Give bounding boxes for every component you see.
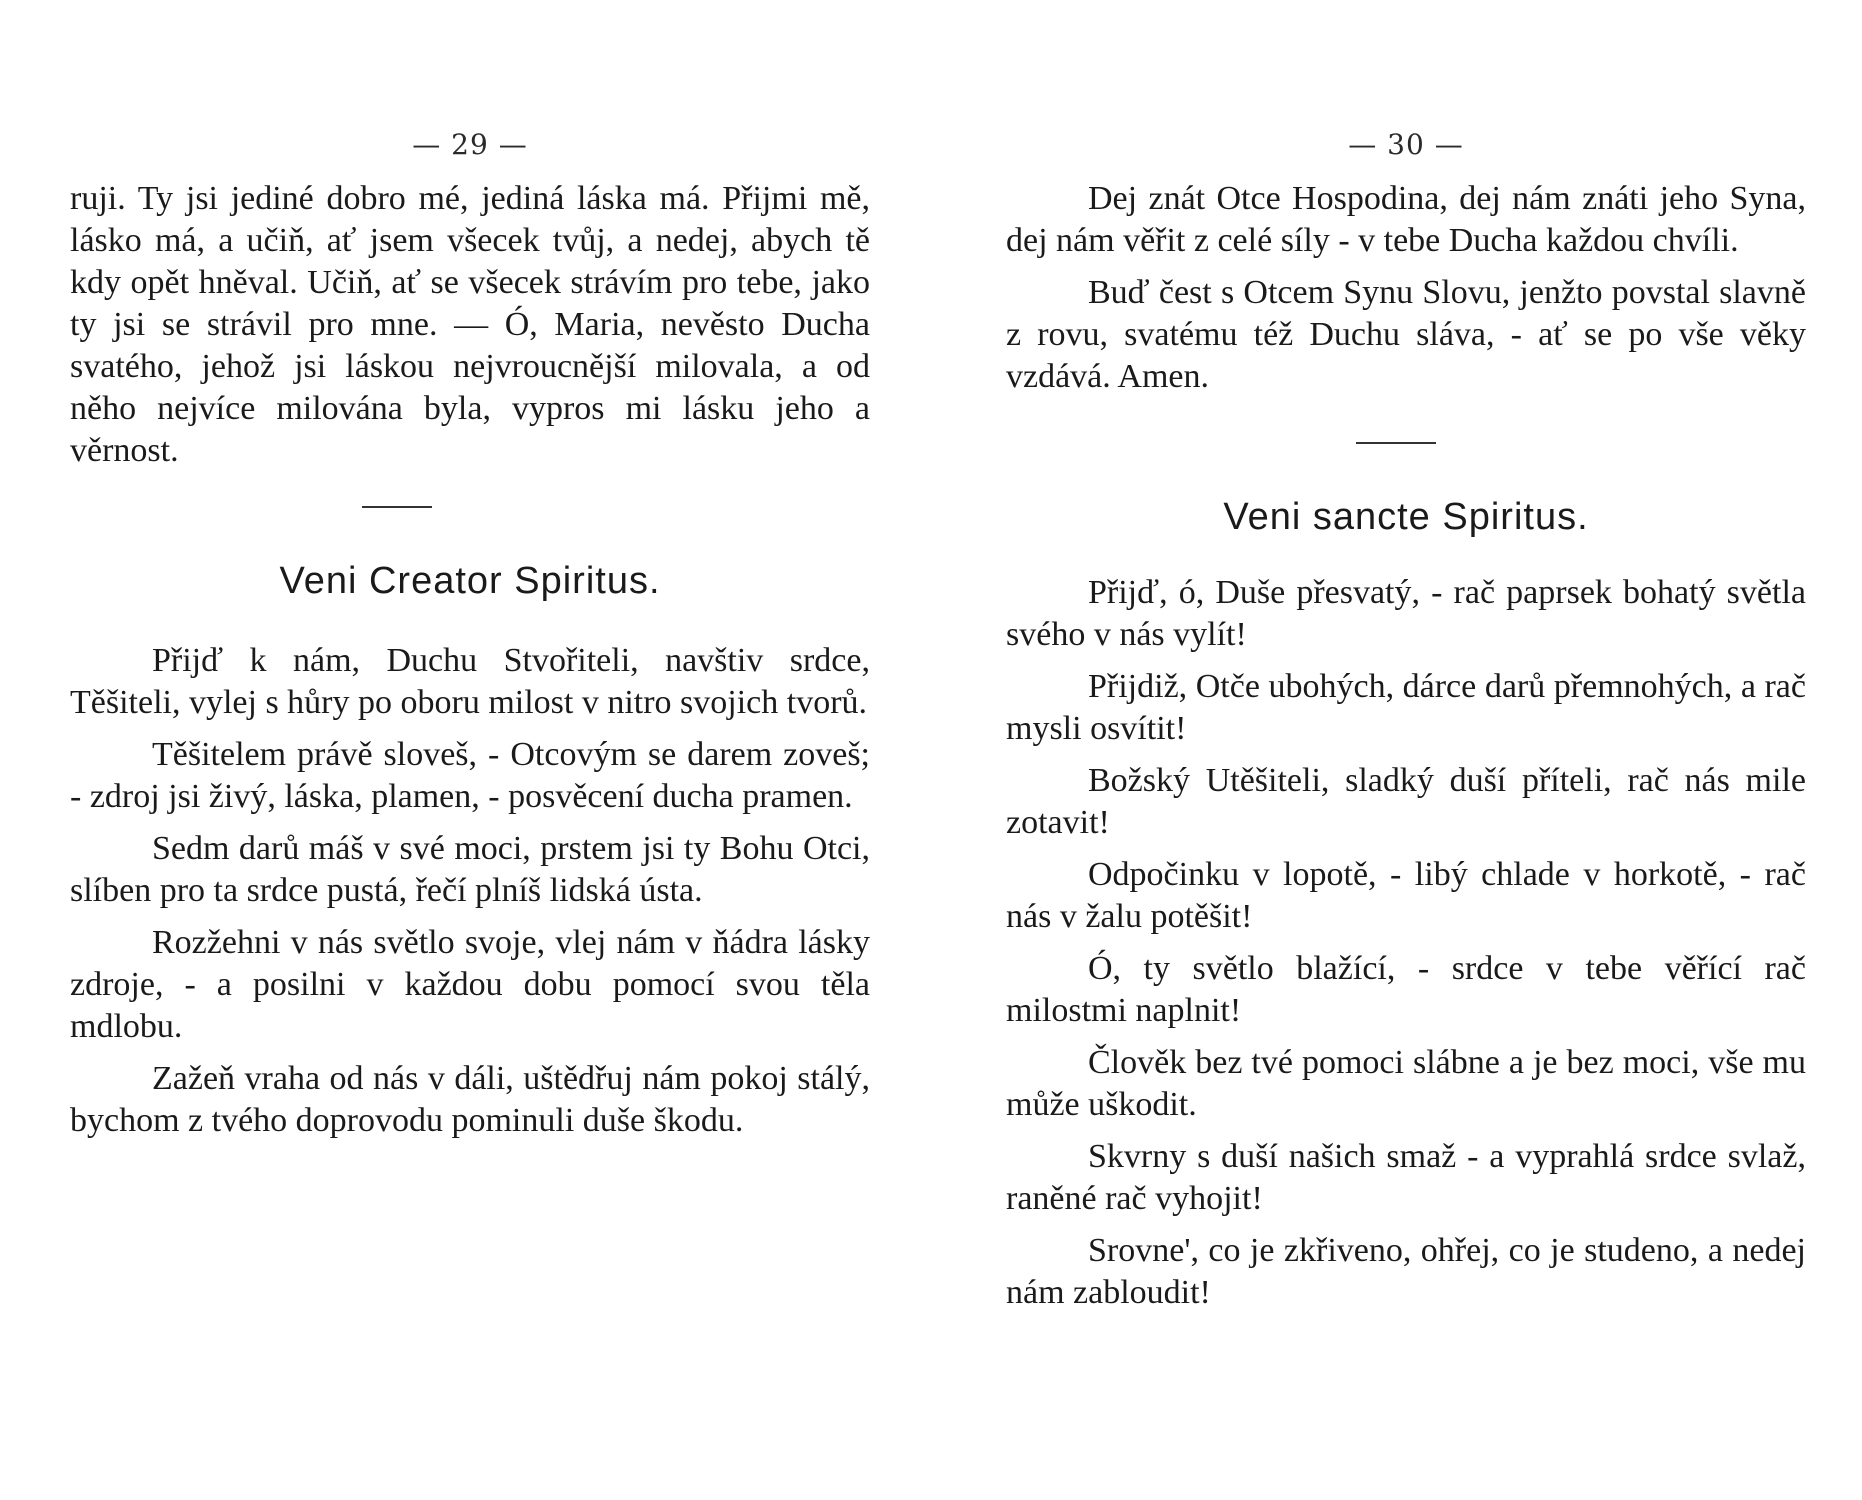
hymn-title-veni-sancte: Veni sancte Spiritus.	[1223, 496, 1589, 538]
left-page	[70, 0, 870, 1500]
stanza: Přijdiž, Otče ubohých, dárce darů přemnohých, a rač mysli osvítit!	[1006, 668, 1806, 747]
stanza: Skvrny s duší našich smaž - a vyprahlá srdce svlaž, raněné rač vyhojit!	[1006, 1138, 1806, 1217]
right-page	[1006, 0, 1806, 1500]
stanza: Dej znát Otce Hospodina, dej nám znáti jeho Syna, dej nám věřit z celé síly - v tebe Ducha každou chvíli.	[1006, 180, 1806, 259]
section-divider-right	[1356, 442, 1436, 444]
stanza: Božský Utěšiteli, sladký duší příteli, rač nás mile zotavit!	[1006, 762, 1806, 841]
stanza: Ó, ty světlo blažící, - srdce v tebe věřící rač milostmi naplnit!	[1006, 950, 1806, 1029]
stanza: Buď čest s Otcem Synu Slovu, jenžto povstal slavně z rovu, svatému též Duchu sláva, - ať se po vše věky vzdává. Amen.	[1006, 274, 1806, 395]
stanza: Zažeň vraha od nás v dáli, uštědřuj nám pokoj stálý, bychom z tvého doprovodu pominuli duše škodu.	[70, 1060, 870, 1139]
left-continuation-block	[70, 178, 870, 482]
stanza: Sedm darů máš v své moci, prstem jsi ty Bohu Otci, slíben pro ta srdce pustá, řečí plníš lidská ústa.	[70, 830, 870, 909]
hymn-title-veni-creator: Veni Creator Spiritus.	[279, 560, 661, 602]
veni-sancte-sequence	[1006, 572, 1806, 1324]
stanza: Odpočinku v lopotě, - libý chlade v horkotě, - rač nás v žalu potěšit!	[1006, 856, 1806, 935]
veni-creator-hymn	[70, 640, 870, 1152]
prayer-continuation: ruji. Ty jsi jediné dobro mé, jediná láska má. Přijmi mě, lásko má, a učiň, ať jsem všecek tvůj, a nedej, abych tě kdy opět hněval. Učiň, ať se všecek strávím pro tebe, jako ty jsi se strávil pro mne. — Ó, Maria, nevěsto Ducha svatého, jehož jsi láskou nejvroucnější milovala, a od něho nejvíce milována byla, vypros mi lásku jeho a věrnost.	[70, 180, 870, 469]
section-divider-left	[362, 506, 432, 508]
page-number-left: — 29 —	[412, 128, 528, 161]
stanza: Těšitelem právě sloveš, - Otcovým se darem zoveš; - zdroj jsi živý, láska, plamen, - posvěcení ducha pramen.	[70, 736, 870, 815]
page-number-right: — 30 —	[1348, 128, 1464, 161]
stanza: Přijď, ó, Duše přesvatý, - rač paprsek bohatý světla svého v nás vylít!	[1006, 574, 1806, 653]
stanza: Rozžehni v nás světlo svoje, vlej nám v ňádra lásky zdroje, - a posilni v každou dobu pomocí svou těla mdlobu.	[70, 924, 870, 1045]
veni-creator-ending	[1006, 178, 1806, 408]
stanza: Člověk bez tvé pomoci slábne a je bez moci, vše mu může uškodit.	[1006, 1044, 1806, 1123]
stanza: Srovne', co je zkřiveno, ohřej, co je studeno, a nedej nám zabloudit!	[1006, 1232, 1806, 1311]
stanza: Přijď k nám, Duchu Stvořiteli, navštiv srdce, Těšiteli, vylej s hůry po oboru milost v nitro svojich tvorů.	[70, 642, 870, 721]
